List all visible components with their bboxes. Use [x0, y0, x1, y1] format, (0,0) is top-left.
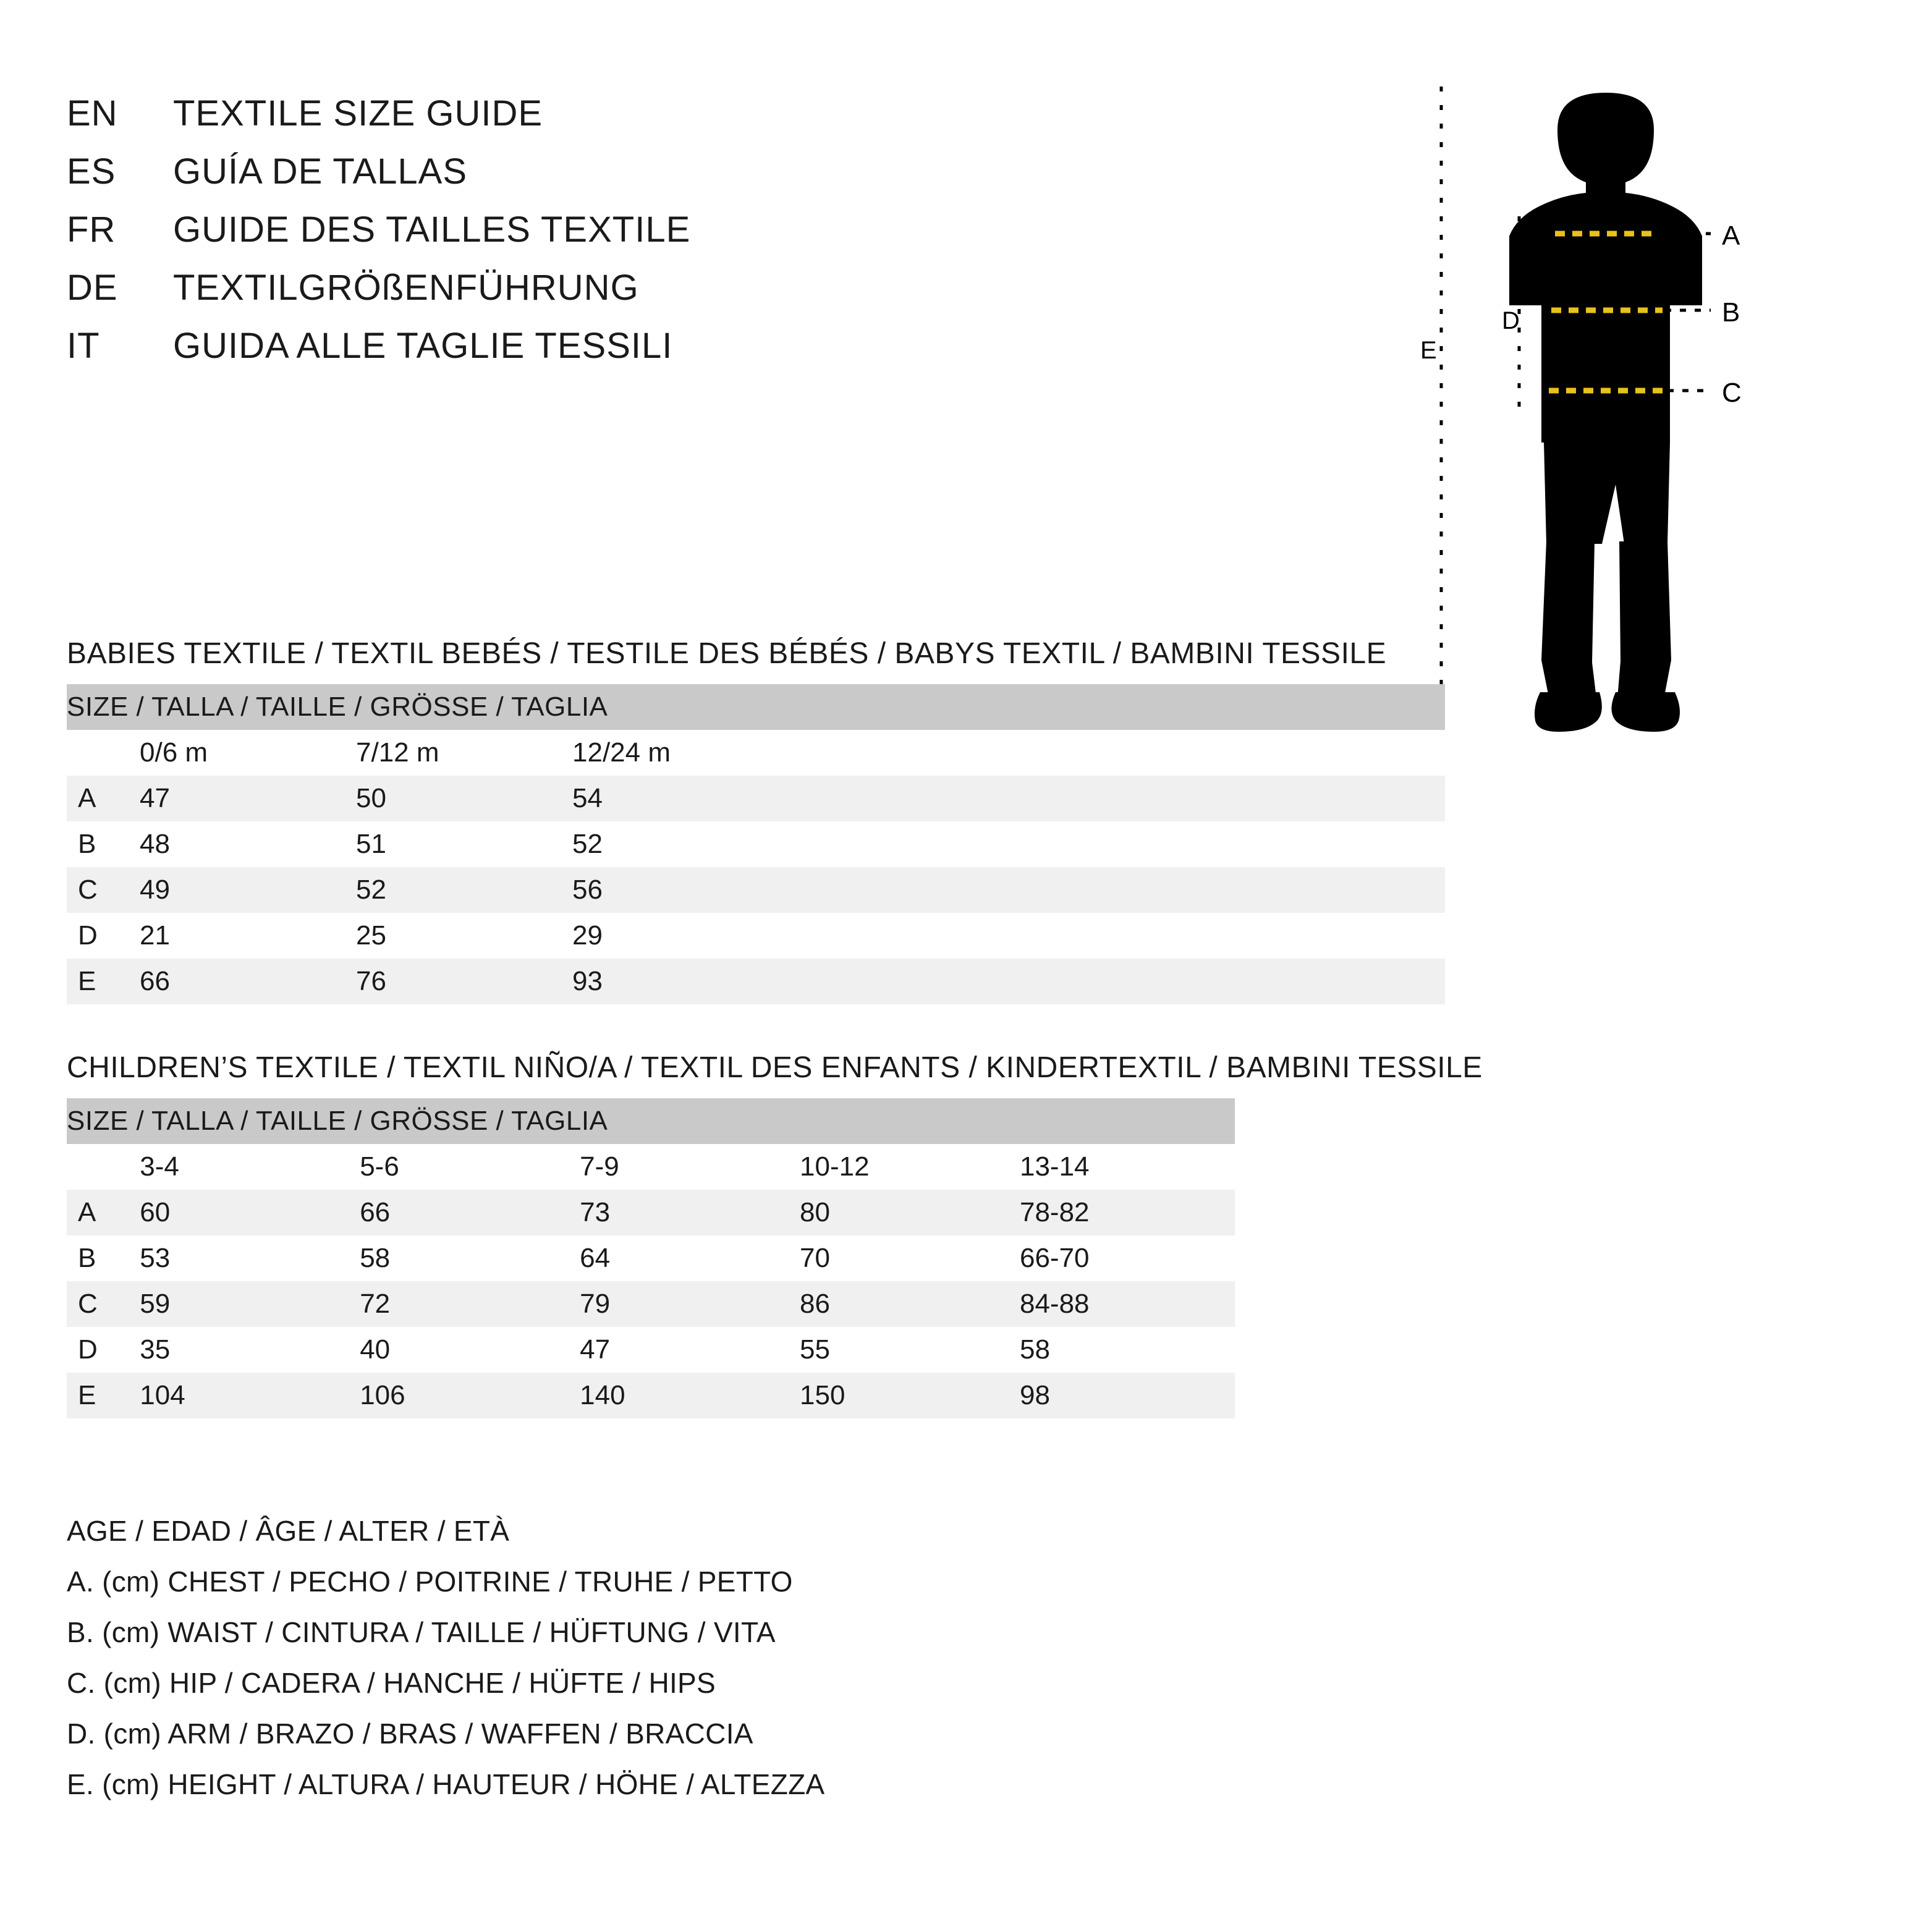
cell-e-3: 150 [795, 1373, 1015, 1418]
cell-a-4: 78-82 [1015, 1190, 1235, 1235]
cell-c-2: 56 [567, 867, 784, 913]
row-label-e: E [67, 1373, 135, 1418]
language-title-block [67, 93, 690, 383]
table-row [67, 913, 1445, 959]
cell-c-0: 49 [135, 867, 351, 913]
legend-item-hip: C. (cm) HIP / CADERA / HANCHE / HÜFTE / HIPS [67, 1667, 716, 1699]
babies-column-0: 0/6 m [135, 730, 351, 776]
cell-a-2: 73 [575, 1190, 795, 1235]
legend-item-height: E. (cm) HEIGHT / ALTURA / HAUTEUR / HÖHE / ALTEZZA [67, 1768, 825, 1800]
cell-e-0: 104 [135, 1373, 355, 1418]
measurement-figure [1403, 74, 1873, 766]
cell-d-0: 21 [135, 913, 351, 959]
language-row [67, 209, 690, 267]
row-label-a: A [67, 1190, 135, 1235]
table-row [67, 1327, 1235, 1373]
cell-a-1: 50 [351, 776, 567, 821]
cell-b-2: 52 [567, 821, 784, 867]
children-column-3: 10-12 [795, 1144, 1015, 1190]
cell-e-2: 93 [567, 959, 784, 1004]
cell-b-3: 70 [795, 1235, 1015, 1281]
table-row [67, 1235, 1235, 1281]
children-column-1: 5-6 [355, 1144, 575, 1190]
row-label-e: E [67, 959, 135, 1004]
cell-b-1: 51 [351, 821, 567, 867]
language-row [67, 93, 690, 151]
cell-d-2: 29 [567, 913, 784, 959]
babies-column-2: 12/24 m [567, 730, 784, 776]
language-title: TEXTILGRÖßENFÜHRUNG [173, 268, 639, 308]
figure-label-e: E [1420, 337, 1437, 364]
row-label-a: A [67, 776, 135, 821]
children-section [67, 1051, 1483, 1418]
cell-b-4: 66-70 [1015, 1235, 1235, 1281]
measurement-legend [67, 1514, 825, 1818]
cell-b-1: 58 [355, 1235, 575, 1281]
cell-e-2: 140 [575, 1373, 795, 1418]
cell-b-2: 64 [575, 1235, 795, 1281]
cell-d-1: 25 [351, 913, 567, 959]
babies-size-table [67, 684, 1445, 1004]
figure-label-b: B [1722, 297, 1740, 328]
language-title: TEXTILE SIZE GUIDE [173, 93, 543, 133]
table-row [67, 867, 1445, 913]
babies-section [67, 637, 1387, 1004]
children-table-header: SIZE / TALLA / TAILLE / GRÖSSE / TAGLIA [67, 1098, 1235, 1144]
row-label-c: C [67, 867, 135, 913]
language-row [67, 151, 690, 209]
cell-a-3: 80 [795, 1190, 1015, 1235]
empty-corner [67, 730, 135, 776]
row-label-d: D [67, 1327, 135, 1373]
cell-a-0: 47 [135, 776, 351, 821]
table-column-row [67, 1144, 1235, 1190]
table-row [67, 776, 1445, 821]
table-header-row [67, 1098, 1235, 1144]
cell-b-0: 53 [135, 1235, 355, 1281]
cell-d-1: 40 [355, 1327, 575, 1373]
row-label-d: D [67, 913, 135, 959]
language-row [67, 267, 690, 325]
table-row [67, 821, 1445, 867]
cell-d-4: 58 [1015, 1327, 1235, 1373]
cell-c-4: 84-88 [1015, 1281, 1235, 1327]
cell-c-0: 59 [135, 1281, 355, 1327]
cell-d-2: 47 [575, 1327, 795, 1373]
spacer-cell [784, 730, 1445, 776]
table-column-row [67, 730, 1445, 776]
table-row [67, 1281, 1235, 1327]
cell-a-2: 54 [567, 776, 784, 821]
row-label-c: C [67, 1281, 135, 1327]
spacer-cell [784, 913, 1445, 959]
children-column-0: 3-4 [135, 1144, 355, 1190]
cell-d-3: 55 [795, 1327, 1015, 1373]
children-column-2: 7-9 [575, 1144, 795, 1190]
cell-e-0: 66 [135, 959, 351, 1004]
cell-a-0: 60 [135, 1190, 355, 1235]
child-silhouette [1509, 93, 1702, 732]
language-code: ES [67, 151, 116, 192]
babies-table-header: SIZE / TALLA / TAILLE / GRÖSSE / TAGLIA [67, 684, 1445, 730]
cell-c-1: 72 [355, 1281, 575, 1327]
cell-a-1: 66 [355, 1190, 575, 1235]
row-label-b: B [67, 821, 135, 867]
language-title: GUIDA ALLE TAGLIE TESSILI [173, 326, 673, 366]
figure-label-a: A [1722, 221, 1740, 251]
table-row [67, 1373, 1235, 1418]
language-code: IT [67, 326, 100, 366]
legend-item-chest: A. (cm) CHEST / PECHO / POITRINE / TRUHE / PETTO [67, 1566, 793, 1598]
language-code: DE [67, 268, 118, 308]
cell-c-1: 52 [351, 867, 567, 913]
figure-label-c: C [1722, 378, 1742, 408]
cell-e-4: 98 [1015, 1373, 1235, 1418]
children-size-table [67, 1098, 1235, 1418]
empty-corner [67, 1144, 135, 1190]
cell-d-0: 35 [135, 1327, 355, 1373]
language-row [67, 325, 690, 383]
cell-e-1: 76 [351, 959, 567, 1004]
babies-section-title: BABIES TEXTILE / TEXTIL BEBÉS / TESTILE DES BÉBÉS / BABYS TEXTIL / BAMBINI TESSILE [67, 637, 1387, 670]
spacer-cell [784, 821, 1445, 867]
spacer-cell [784, 867, 1445, 913]
children-section-title: CHILDREN’S TEXTILE / TEXTIL NIÑO/A / TEXTIL DES ENFANTS / KINDERTEXTIL / BAMBINI TESSILE [67, 1051, 1483, 1084]
table-row [67, 959, 1445, 1004]
cell-e-1: 106 [355, 1373, 575, 1418]
figure-label-d: D [1502, 307, 1520, 334]
legend-item-waist: B. (cm) WAIST / CINTURA / TAILLE / HÜFTUNG / VITA [67, 1616, 776, 1648]
language-title: GUÍA DE TALLAS [173, 151, 468, 192]
language-title: GUIDE DES TAILLES TEXTILE [173, 210, 691, 250]
language-code: FR [67, 210, 116, 250]
spacer-cell [784, 776, 1445, 821]
language-code: EN [67, 93, 118, 133]
legend-item-arm: D. (cm) ARM / BRAZO / BRAS / WAFFEN / BRACCIA [67, 1718, 753, 1750]
spacer-cell [784, 959, 1445, 1004]
row-label-b: B [67, 1235, 135, 1281]
table-header-row [67, 684, 1445, 730]
babies-column-1: 7/12 m [351, 730, 567, 776]
table-row [67, 1190, 1235, 1235]
cell-b-0: 48 [135, 821, 351, 867]
cell-c-2: 79 [575, 1281, 795, 1327]
cell-c-3: 86 [795, 1281, 1015, 1327]
legend-item-age: AGE / EDAD / ÂGE / ALTER / ETÀ [67, 1515, 510, 1547]
children-column-4: 13-14 [1015, 1144, 1235, 1190]
